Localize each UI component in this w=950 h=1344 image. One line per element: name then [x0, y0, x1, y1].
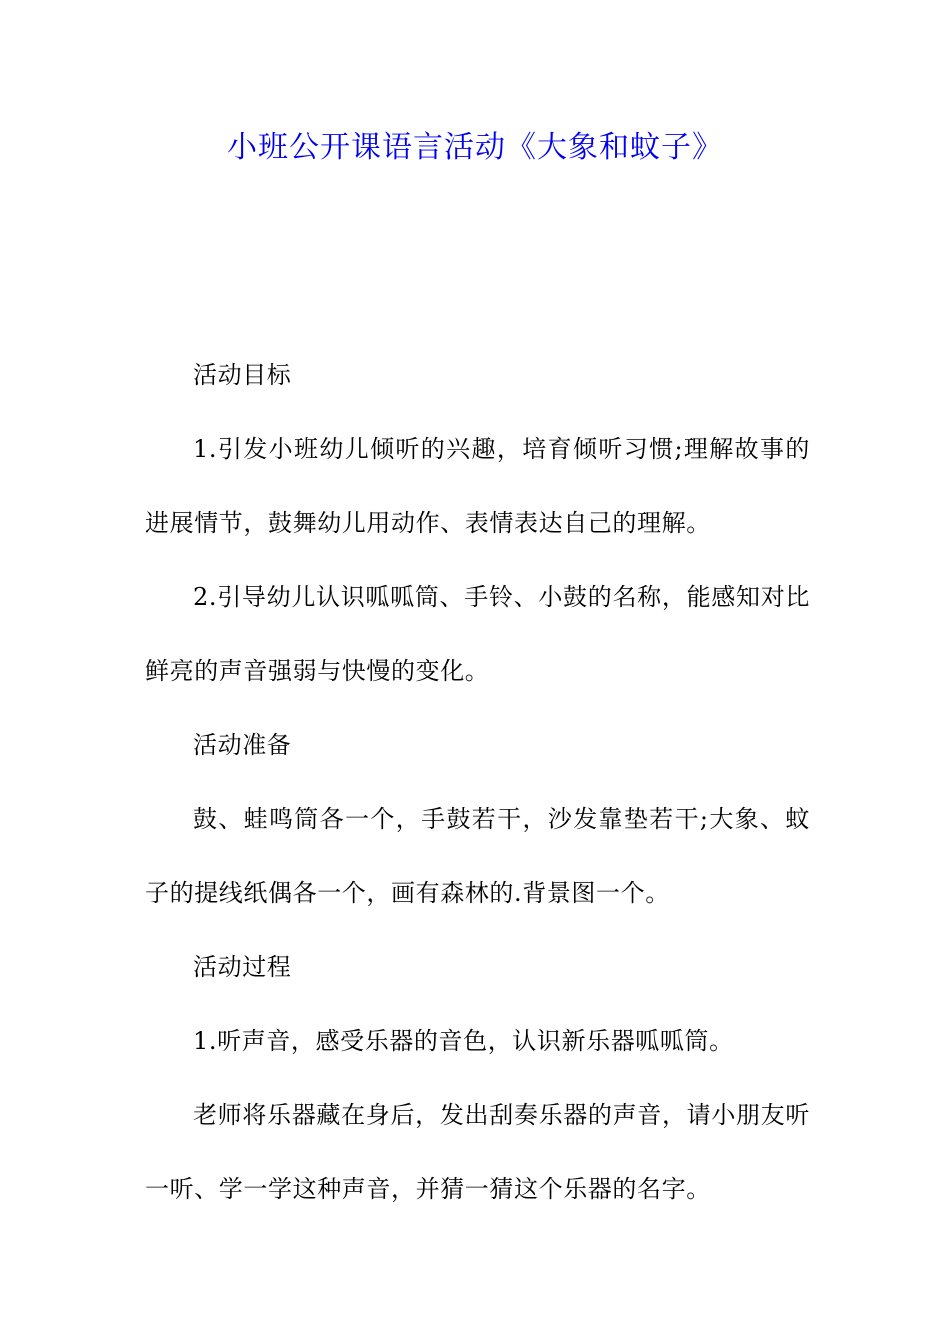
section-heading-goals: 活动目标 [193, 361, 292, 389]
document-title: 小班公开课语言活动《大象和蚊子》 [227, 130, 723, 165]
paragraph-process-1: 1.听声音，感受乐器的音色，认识新乐器呱呱筒。 [193, 1027, 734, 1055]
paragraph-preparation: 鼓、蛙鸣筒各一个，手鼓若干，沙发靠垫若干;大象、蚊子的提线纸偶各一个，画有森林的.背景图一个。 [145, 805, 810, 907]
paragraph-goal-1: 1.引发小班幼儿倾听的兴趣，培育倾听习惯;理解故事的进展情节，鼓舞幼儿用动作、表情表达自己的理解。 [145, 435, 810, 537]
document-body [145, 338, 810, 1226]
section-heading-process: 活动过程 [193, 953, 292, 981]
paragraph-goal-2: 2.引导幼儿认识呱呱筒、手铃、小鼓的名称，能感知对比鲜亮的声音强弱与快慢的变化。 [145, 583, 810, 685]
section-heading-preparation: 活动准备 [193, 731, 292, 759]
paragraph-process-detail: 老师将乐器藏在身后，发出刮奏乐器的声音，请小朋友听一听、学一学这种声音，并猜一猜这个乐器的名字。 [145, 1101, 810, 1203]
